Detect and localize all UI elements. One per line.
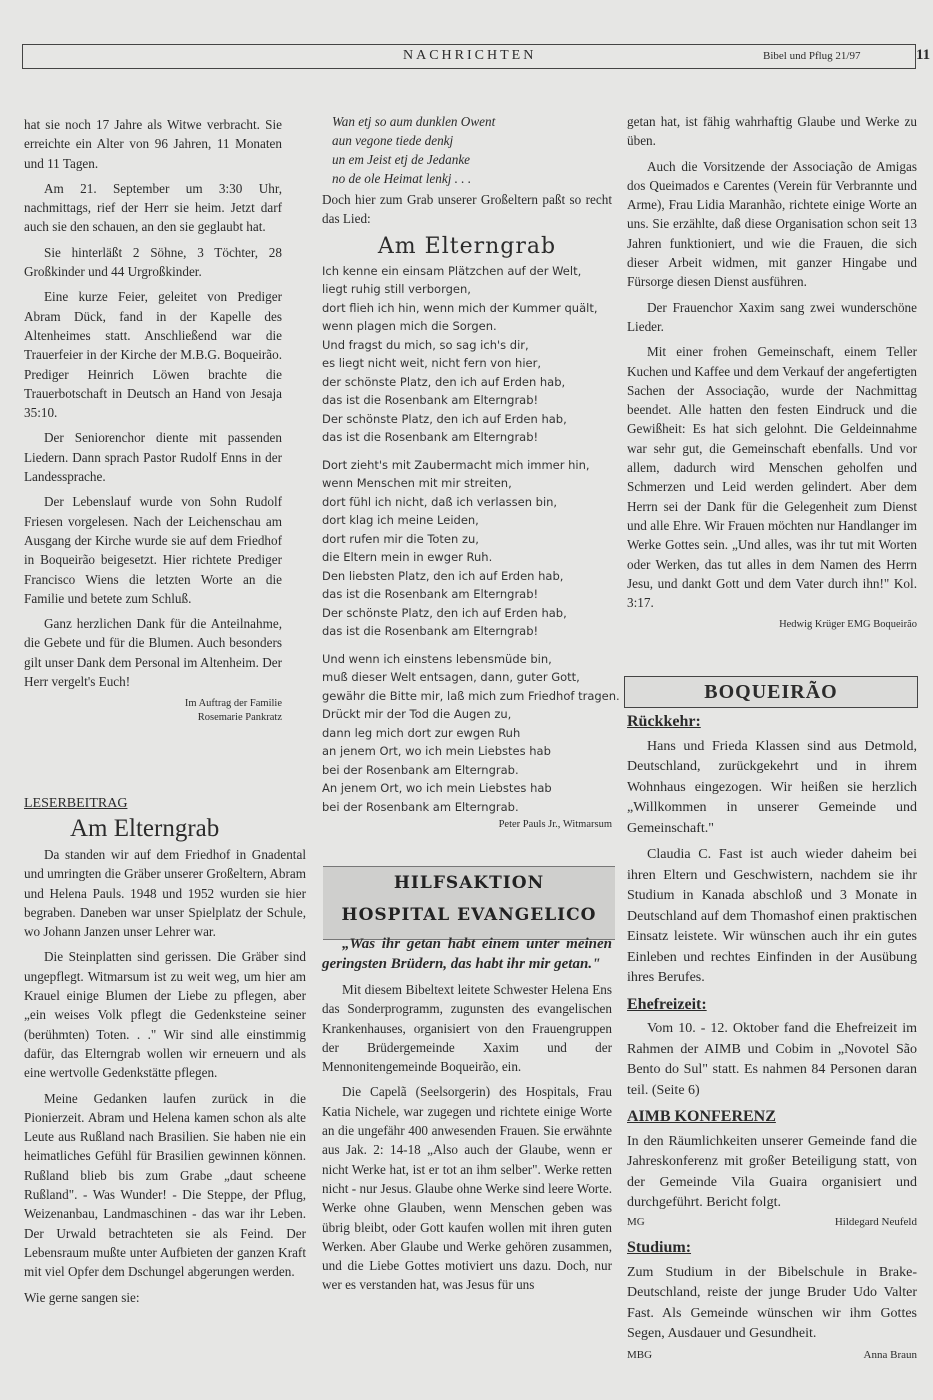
stanza-line: das ist die Rosenbank am Elterngrab! — [322, 624, 539, 639]
obituary-column — [24, 115, 282, 725]
paragraph: hat sie noch 17 Jahre als Witwe verbracht. Sie erreichte ein Alter von 96 Jahren, 11 Monaten und 11 Tagen. — [24, 117, 282, 171]
stanza-line: an jenem Ort, wo ich mein Liebstes hab — [322, 744, 551, 759]
stanza-line: der schönste Platz, den ich auf Erden hab, — [322, 374, 566, 389]
paragraph: Die Steinplatten sind gerissen. Die Gräber sind ungepflegt. Witmarsum ist zu weit weg, um hier am Krauel einige Blumen der Liebe zu pflegen, aber „ein weises Volk pflegt die Gedenksteine seiner (berühmten) Toten. . ." Wir sind alle einstimmig dafür, das Elterngrab wollen wir erneuern und als eine wertvolle Gedenkstätte pflegen. — [24, 949, 306, 1081]
subheading: AIMB KONFERENZ — [627, 1108, 776, 1125]
signature-name: Hedwig Krüger EMG Boqueirão — [779, 619, 917, 631]
stanza-line: bei der Rosenbank am Elterngrab. — [322, 799, 519, 814]
stanza-line: Den liebsten Platz, den ich auf Erden hab, — [322, 568, 564, 583]
stanza-line: Der schönste Platz, den ich auf Erden hab, — [322, 411, 567, 426]
subheading: Ehefreizeit: — [627, 995, 707, 1013]
signature-name: Peter Pauls Jr., Witmarsum — [498, 819, 612, 831]
signature-row — [627, 1212, 917, 1233]
stanza-line: bei der Rosenbank am Elterngrab. — [322, 762, 519, 777]
signature-name: Rosemarie Pankratz — [197, 712, 282, 724]
poem-line: aun vegone tiede denkj — [332, 133, 454, 148]
paragraph: Auch die Vorsitzende der Associação de Amigas dos Queimados e Carentes (Verein für Verbrannte und Arme), Frau Lidia Maranhão, richtete einige Worte an uns. Sie erzählte, daß diese Organisation schon seit 13 Jahren funktioniert, und wie die Frauen, die sich dieser Arbeit widmen, mit ganzer Hingabe und Fürsorge diesen Dienst ausführen. — [627, 158, 917, 290]
poem-line: un em Jeist etj de Jedanke — [332, 152, 471, 167]
paragraph: In den Räumlichkeiten unserer Gemeinde fand die Jahreskonferenz mit großer Beteiligung statt, von der Gemeinde Vila Guaira organisiert und durchgeführt. Bericht folgt. — [627, 1133, 917, 1210]
stanza-line: gewähr die Bitte mir, laß mich zum Friedhof tragen. — [322, 688, 620, 703]
poem-column — [322, 112, 620, 832]
paragraph: Der Frauenchor Xaxim sang zwei wunderschöne Lieder. — [627, 299, 917, 334]
stanza-line: dort flieh ich hin, wenn mich der Kummer quält, — [322, 300, 598, 315]
hilfsaktion-body — [322, 934, 612, 1301]
hilfsaktion-banner — [323, 866, 615, 940]
paragraph: Sie hinterläßt 2 Söhne, 3 Töchter, 28 Großkinder und 44 Urgroßkinder. — [24, 244, 282, 280]
stanza-line: es liegt nicht weit, nicht fern von hier, — [322, 356, 541, 371]
signature-name: Anna Braun — [863, 1348, 917, 1361]
stanza-line: wenn Menschen mit mir streiten, — [322, 476, 512, 491]
paragraph: Eine kurze Feier, geleitet von Prediger Abram Dück, fand in der Kapelle des Altenheimes statt. Anschließend war die Trauerfeier in der Kirche der M.B.G. Boqueirão. Prediger Heinrich Löwen brachte die Trauerbotschaft in Deutsch an Hand von Jesaja 35:10. — [24, 289, 282, 421]
banner-line: HOSPITAL EVANGELICO — [341, 905, 597, 925]
banner-line: HILFSAKTION — [393, 873, 545, 893]
stanza-line: Und wenn ich einstens lebensmüde bin, — [322, 651, 552, 666]
section-title: NACHRICHTEN — [403, 48, 537, 63]
paragraph: Da standen wir auf dem Friedhof in Gnadental und umringten die Gräber unserer Großeltern, Abram und Helena Pauls. 1948 und 1952 wurden sie hier begraben. Daneben war unser Spielplatz der Schule, wo Johann Janzen unser Lehrer war. — [24, 847, 306, 940]
paragraph: Ganz herzlichen Dank für die Anteilnahme, die Gebete und für die Blumen. Auch besonders gilt unser Dank dem Personal im Altenheim. Der Herr vergelt's Euch! — [24, 616, 282, 690]
stanza-line: das ist die Rosenbank am Elterngrab! — [322, 393, 539, 408]
page-number: 11 — [916, 47, 931, 63]
signature-initials: MBG — [627, 1348, 653, 1361]
paragraph: Wie gerne sangen sie: — [24, 1289, 140, 1305]
song-title: Am Elterngrab — [377, 233, 557, 259]
paragraph: Doch hier zum Grab unserer Großeltern paßt so recht das Lied: — [322, 192, 612, 227]
paragraph: Am 21. September um 3:30 Uhr, nachmittags, rief der Herr sie heim. Jetzt darf auch sie den schauen, an den sie geglaubt hat. — [24, 180, 282, 235]
signature-name: Hildegard Neufeld — [834, 1215, 917, 1228]
boqueirao-body — [627, 710, 917, 1371]
signature-line: Im Auftrag der Familie — [184, 698, 282, 710]
stanza-line: dort rufen mir die Toten zu, — [322, 531, 479, 546]
paragraph: Mit diesem Bibeltext leitete Schwester Helena Ens das Sonderprogramm, zugunsten des evangelischen Krankenhauses, organisiert von den Frauengruppen der Brüdergemeinde Xaxim und der Mennonitengemeinde Boqueirão, ein. — [322, 982, 612, 1075]
stanza-line: Der schönste Platz, den ich auf Erden hab, — [322, 605, 567, 620]
paragraph: Claudia C. Fast ist auch wieder daheim bei ihren Eltern und Geschwistern, nachdem sie ihr Studium in Kanada abschloß und 3 Monate in Deutschland auf dem Thomashof einen praktischen Einsatz leistete. Wir wünschen auch ihr ein gutes Einleben und rechtes Einfinden in der Ausübung ihres Berufes. — [627, 847, 917, 985]
paragraph: getan hat, ist fähig wahrhaftig Glaube und Werke zu üben. — [627, 114, 917, 149]
subheading: Rückkehr: — [627, 713, 701, 730]
stanza-line: dort klag ich meine Leiden, — [322, 513, 479, 528]
publication-issue: Bibel und Pflug 21/97 — [763, 50, 861, 62]
stanza-line: Ich kenne ein einsam Plätzchen auf der Welt, — [322, 263, 582, 278]
hilfsaktion-continuation — [627, 112, 917, 632]
stanza — [322, 650, 620, 817]
stanza-line: An jenem Ort, wo ich mein Liebstes hab — [322, 781, 552, 796]
bible-quote: „Was ihr getan habt einem unter meinen geringsten Brüdern, das habt ihr mir getan." — [322, 936, 612, 972]
stanza-line: die Eltern mein in ewger Ruh. — [322, 550, 493, 565]
stanza — [322, 456, 612, 641]
stanza-line: liegt ruhig still verborgen, — [322, 282, 471, 297]
poem-line: no de ole Heimat lenkj . . . — [332, 171, 472, 186]
stanza-line: das ist die Rosenbank am Elterngrab! — [322, 430, 539, 445]
article-title: Am Elterngrab — [70, 815, 220, 842]
paragraph: Die Capelã (Seelsorgerin) des Hospitals, Frau Katia Nichele, war zugegen und richtete einige Worte an die ungefähr 400 anwesenden Frauen. Sie erwähnte aus Jak. 2: 14-18 „Also auch der Glaube, wenn er nicht Werke hat, ist er tot an ihm selber". Werke retten nicht - nur Jesus. Glaube ohne Werke sind leere Worte. Werke ohne Glauben, wenn Menschen geben was übrig bleibt, oder Gott kaufen wollen mit ihren guten Werken. Aber Glaube und Werke gehören zusammen, und die Liebe Gottes motiviert uns dazu. Doch, nur wer es verstanden hat, was Jesus für uns — [322, 1084, 612, 1293]
signature-row — [627, 1345, 917, 1366]
stanza-line: muß dieser Welt entsagen, dann, guter Gott, — [322, 670, 580, 685]
stanza-line: dann leg mich dort zur ewgen Ruh — [322, 725, 521, 740]
leserbeitrag-body — [24, 845, 306, 1313]
boqueirao-banner: BOQUEIRÃO — [624, 676, 918, 708]
paragraph: Mit einer frohen Gemeinschaft, einem Teller Kuchen und Kaffee und dem Verkauf der angefertigten Sachen der Associação, wurde der Nachmittag beendet. Alle hatten den festen Eindruck und die Gewißheit: Es hat sich gelohnt. Die Geldeinnahme war sehr gut, die Gemeinschaft ebenfalls. Und vor allem, dadurch wird Menschen geholfen und Schmerzen und Leid werden gelindert. Aber dem Herrn sei der Dank für die Gelegenheit zum Dienst und alle Ehre. Wir Frauen möchten nur Handlanger im Werke Gottes sein. „Und alles, was ihr tut mit Worten oder Werken, das tut alles in dem Namen des Herrn Jesu, und dankt Gott und dem Vater durch ihn!" Kol. 3:17. — [627, 344, 917, 611]
paragraph: Der Seniorenchor diente mit passenden Liedern. Dann sprach Pastor Rudolf Enns in der Landessprache. — [24, 430, 282, 485]
stanza — [322, 262, 612, 447]
subheading: Studium: — [627, 1239, 692, 1256]
paragraph: Der Lebenslauf wurde von Sohn Rudolf Friesen vorgelesen. Nach der Leichenschau am Ausgang der Kirche wurde sie auf dem Friedhof in Boqueirão beigesetzt. Hier richtete Prediger Francisco Wiens die letzten Worte an die Familie und betete zum Schluß. — [24, 494, 282, 606]
paragraph: Meine Gedanken laufen zurück in die Pionierzeit. Abram und Helena kamen schon als alte Leute aus Rußland nach Brasilien. Sie haben nie ein heimatliches Gefühl für Brasilien gewinnen können. Rußland blieb bis zum Grabe „daut scheene Rußland". - Was Wunder! - Die Steppe, der Pflug, Weizenanbau, Landmaschinen - das war ihr Leben. Der Urwald betrachteten sie als Feind. Der Lebensraum mußte unter Aufbieten der ganzen Kraft mit viel Opfer dem Dschungel abgerungen werden. — [24, 1090, 306, 1280]
stanza-line: Und fragst du mich, so sag ich's dir, — [322, 337, 529, 352]
stanza-line: das ist die Rosenbank am Elterngrab! — [322, 587, 539, 602]
poem-line: Wan etj so aum dunklen Owent — [332, 114, 496, 129]
paragraph: Hans und Frieda Klassen sind aus Detmold, Deutschland, zurückgekehrt und in ihrem Wohnhaus eingezogen. Wir heißen sie herzlich „Willkommen in unserer Gemeinde und Gemeinschaft." — [627, 738, 917, 836]
stanza-line: dort fühl ich nicht, daß ich verlassen bin, — [322, 494, 558, 509]
poem-intro — [322, 112, 612, 188]
page-header — [22, 44, 931, 69]
stanza-line: Drückt mir der Tod die Augen zu, — [322, 707, 512, 722]
paragraph: Vom 10. - 12. Oktober fand die Ehefreizeit im Rahmen der AIMB und Cobim in „Novotel São Bento do Sul" statt. Es nahmen 84 Personen daran teil. (Seite 6) — [627, 1021, 917, 1098]
signature-initials: MG — [627, 1215, 645, 1228]
section-label: LESERBEITRAG — [24, 796, 128, 811]
stanza-line: wenn plagen mich die Sorgen. — [322, 319, 497, 334]
paragraph: Zum Studium in der Bibelschule in Brake-Deutschland, reiste der junge Bruder Udo Valter Fast. Als Gemeinde wünschen wir ihm Gottes Segen, Ausdauer und Gesundheit. — [627, 1264, 917, 1341]
stanza-line: Dort zieht's mit Zaubermacht mich immer hin, — [322, 457, 590, 472]
